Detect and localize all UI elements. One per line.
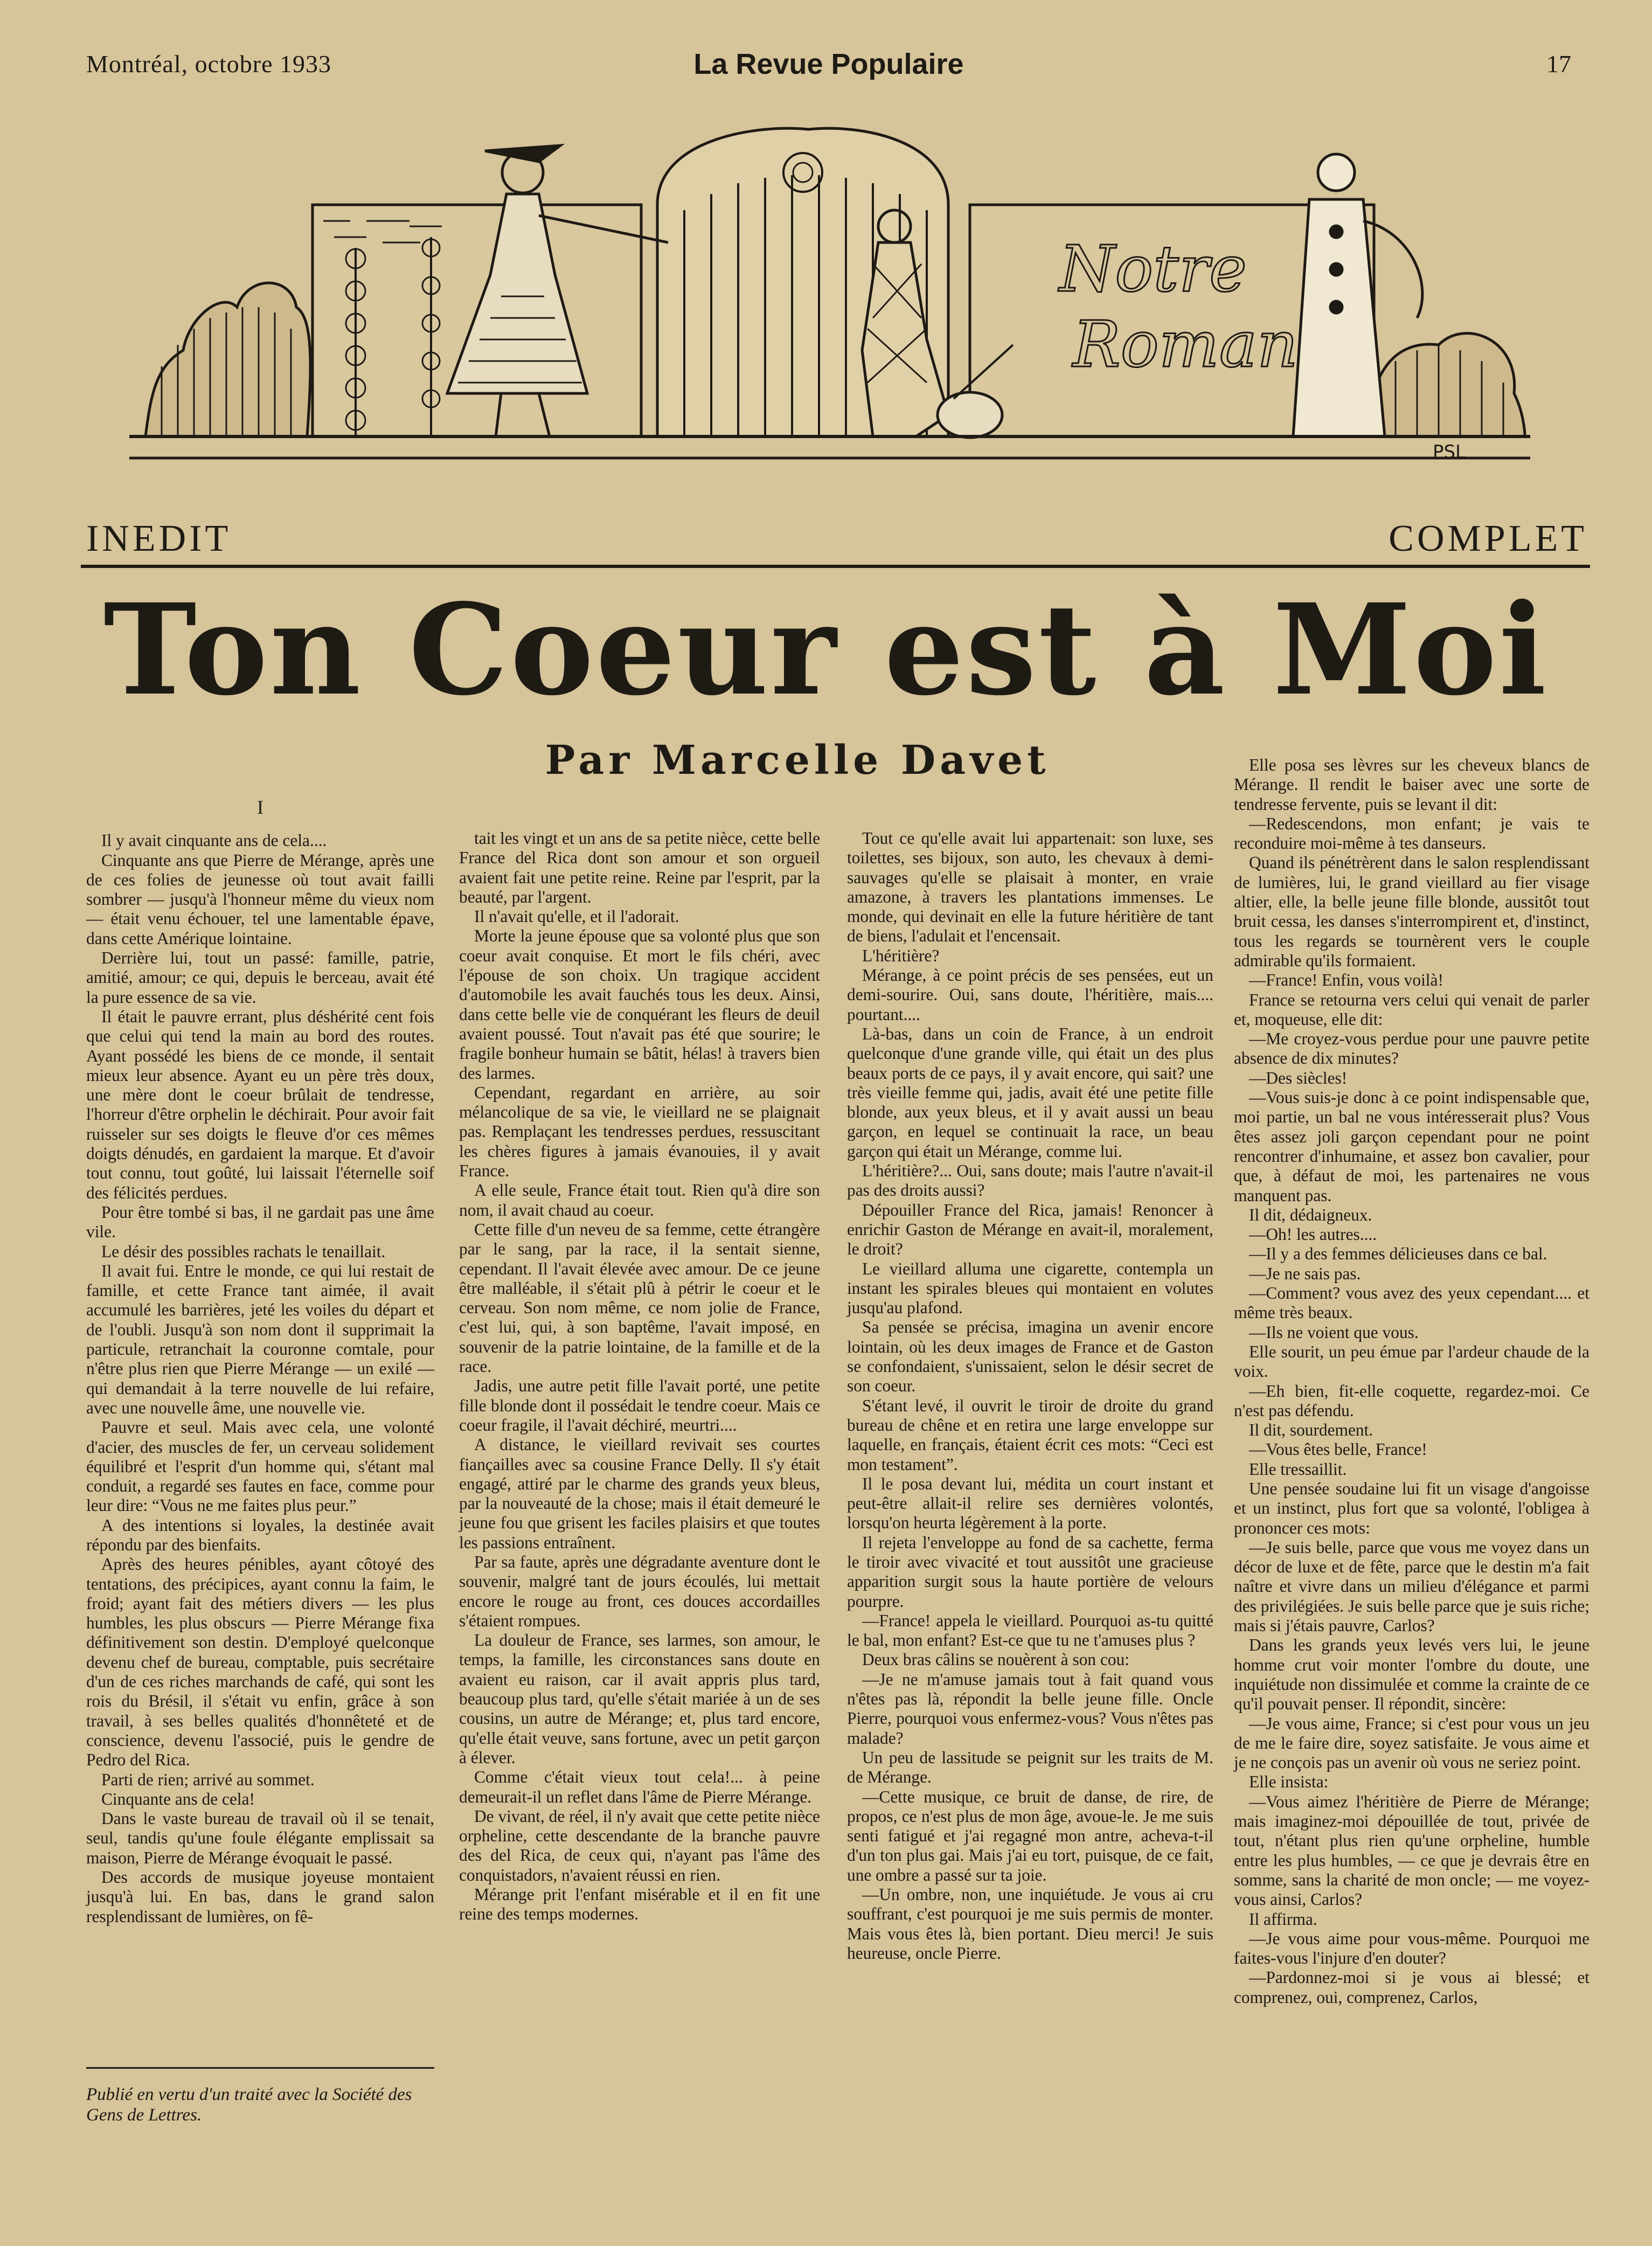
paragraph: —Il y a des femmes délicieuses dans ce bal.	[1249, 1244, 1547, 1264]
paragraph: —Un ombre, non, une inquiétude. Je vous ai cru souffrant, c'est pourquoi je me suis permis de monter. Mais vous êtes là, bien portant. Dieu merci! Je suis heureuse, oncle Pierre.	[847, 1885, 1213, 1963]
paragraph: Dans les grands yeux levés vers lui, le jeune homme crut voir monter l'ombre du doute, une inquiétude non dissimulée et comme la crainte de ce qu'il pouvait penser. Il répondit, sincère:	[1234, 1635, 1589, 1714]
paragraph: Elle insista:	[1249, 1772, 1329, 1792]
paragraph: —Je ne m'amuse jamais tout à fait quand vous n'êtes pas là, répondit la belle jeune fille. Oncle Pierre, pourquoi vous enfermez-vous? Vous n'êtes pas malade?	[847, 1669, 1213, 1748]
paragraph: Par sa faute, après une dégradante aventure dont le souvenir, malgré tant de jours écoulés, lui mettait encore le rouge au front, ces douces accordailles s'étaient rompues.	[459, 1552, 820, 1630]
paragraph: France se retourna vers celui qui venait de parler et, moqueuse, elle dit:	[1234, 990, 1589, 1029]
paragraph: Des accords de musique joyeuse montaient jusqu'à lui. En bas, dans le grand salon resplendissant de lumières, on fê-	[86, 1868, 434, 1926]
paragraph: —France! Enfin, vous voilà!	[1249, 971, 1443, 990]
paragraph: Derrière lui, tout un passé: famille, patrie, amitié, amour; ce qui, depuis le berceau, avait été la pure essence de sa vie.	[86, 948, 434, 1007]
paragraph: Mérange prit l'enfant misérable et il en fit une reine des temps modernes.	[459, 1885, 820, 1924]
paragraph: Là-bas, dans un coin de France, à un endroit quelconque d'une grande ville, qui était un des plus beaux ports de ce pays, il y avait encore, qui sait? une très vieille femme qui, jadis, avait été une petite fille blonde, aux yeux bleus, et il y avait aussi un beau garçon, en lequel se continuait la race, un beau garçon qui était un Mérange, comme lui.	[847, 1024, 1213, 1161]
paragraph: —Ils ne voient que vous.	[1249, 1322, 1419, 1342]
paragraph: Pour être tombé si bas, il ne gardait pas une âme vile.	[86, 1202, 434, 1242]
paragraph: Il affirma.	[1249, 1909, 1317, 1929]
chapter-number: I	[257, 796, 263, 818]
paragraph: Cette fille d'un neveu de sa femme, cette étrangère par le sang, par la race, il la sentait sienne, cependant. Il l'avait élevée avec amour. De ce jeune être malléable, il s'était plû à pétrir le coeur et le cerveau. Son nom même, ce nom jolie de France, c'est lui, qui, à son baptême, l'avait imposé, en souvenir de la patrie lointaine, de la famille et de la race.	[459, 1219, 820, 1376]
dateline: Montréal, octobre 1933	[86, 50, 332, 78]
paragraph: Elle tressaillit.	[1249, 1459, 1347, 1479]
paragraph: Il le posa devant lui, médita un court instant et peut-être allait-il relire ses dernières volontés, lorsqu'on heurta légèrement à la porte.	[847, 1474, 1213, 1533]
paragraph: Cependant, regardant en arrière, au soir mélancolique de sa vie, le vieillard ne se plaignait pas. Remplaçant les tendresses perdues, ressuscitant les chères figures à jamais évanouies, il y avait France.	[459, 1083, 820, 1181]
byline: Par Marcelle Davet	[545, 737, 1050, 784]
paragraph: —Vous êtes belle, France!	[1249, 1440, 1427, 1459]
paragraph: Quand ils pénétrèrent dans le salon resplendissant de lumières, lui, le grand vieillard au fier visage altier, elle, la belle jeune fille blonde, aussitôt tout bruit cessa, les danses s'interrompirent et, d'instinct, tous les regards se tournèrent vers le couple admirable qu'ils formaient.	[1234, 853, 1589, 970]
svg-text:Roman: Roman	[1072, 307, 1299, 382]
paragraph: La douleur de France, ses larmes, son amour, le temps, la famille, les circonstances sans doute en avaient eu raison, car il avait appris plus tard, beaucoup plus tard, qu'elle s'était mariée à un de ses cousins, un autre de Mérange; et, plus tard encore, qu'elle était veuve, sans fortune, avec un petit garçon à élever.	[459, 1631, 820, 1767]
paragraph: Le vieillard alluma une cigarette, contempla un instant les spirales bleues qui montaient en volutes jusqu'au plafond.	[847, 1259, 1213, 1318]
paragraph: Elle sourit, un peu émue par l'ardeur chaude de la voix.	[1234, 1342, 1589, 1381]
paragraph: Une pensée soudaine lui fit un visage d'angoisse et un instinct, plus fort que sa volonté, l'obligea à prononcer ces mots:	[1234, 1479, 1589, 1537]
page-number: 17	[1546, 50, 1571, 78]
paragraph: tait les vingt et un ans de sa petite nièce, cette belle France del Rica dont son amour et son orgueil avaient fait une petite reine. Reine par l'esprit, par la beauté, par l'argent.	[459, 829, 820, 906]
paragraph: Cinquante ans de cela!	[101, 1789, 255, 1808]
paragraph: —Je vous aime, France; si c'est pour vous un jeu de me le faire dire, soyez satisfaite. Je vous aime et je ne conçois pas un avenir où vous ne seriez point.	[1234, 1714, 1589, 1772]
paragraph: —Eh bien, fit-elle coquette, regardez-moi. Ce n'est pas défendu.	[1234, 1381, 1589, 1420]
story-title: Ton Coeur est à Moi	[103, 576, 1549, 723]
paragraph: —Je suis belle, parce que vous me voyez dans un décor de luxe et de fête, parce que le destin m'a fait naître et vivre dans un milieu d'élégance et parmi des privilégiées. Je suis belle parce que je suis riche; mais si j'étais pauvre, Carlos?	[1234, 1537, 1589, 1635]
paragraph: Dans le vaste bureau de travail où il se tenait, seul, tandis qu'une foule élégante emplissait sa maison, Pierre de Mérange évoquait le passé.	[86, 1809, 434, 1867]
text-column-1	[86, 788, 434, 1926]
paragraph: S'étant levé, il ouvrit le tiroir de droite du grand bureau de chêne et en retira une large enveloppe sur laquelle, en français, étaient écrit ces mots: “Ceci est mon testament”.	[847, 1396, 1213, 1474]
text-column-4	[1234, 755, 1589, 2007]
kicker-inedit: INEDIT	[86, 518, 232, 559]
paragraph: Elle posa ses lèvres sur les cheveux blancs de Mérange. Il rendit le baiser avec une sorte de tendresse fervente, puis se levant il dit:	[1234, 755, 1589, 814]
paragraph: Cinquante ans que Pierre de Mérange, après une de ces folies de jeunesse où tout avait failli sombrer — jusqu'à l'honneur même du vieux nom — était venu échouer, tel une lamentable épave, dans cette Amérique lointaine.	[86, 850, 434, 948]
svg-text:PSL: PSL	[1432, 441, 1466, 463]
paragraph: Il dit, dédaigneux.	[1249, 1205, 1372, 1224]
paragraph: —Cette musique, ce bruit de danse, de rire, de propos, ce n'est plus de mon âge, avoue-le. Je me suis senti fatigué et j'ai regagné mon antre, acheva-t-il d'un ton plus gai. Mais j'ai eu tort, puisque, de ce fait, une ombre a passé sur ta joie.	[847, 1787, 1213, 1884]
notre-roman-banner-illustration	[129, 113, 1530, 469]
paragraph: —Vous aimez l'héritière de Pierre de Mérange; mais imaginez-moi dépouillée de tout, privée de tout, n'étant plus rien qu'une orpheline, humble entre les plus humbles, — ce que je devrais être en somme, sans la charité de mon oncle; — me voyez-vous ainsi, Carlos?	[1234, 1792, 1589, 1909]
paragraph: Un peu de lassitude se peignit sur les traits de M. de Mérange.	[847, 1748, 1213, 1787]
paragraph: —Redescendons, mon enfant; je vais te reconduire moi-même à tes danseurs.	[1234, 814, 1589, 853]
paragraph: —France! appela le vieillard. Pourquoi as-tu quitté le bal, mon enfant? Est-ce que tu ne t'amuses plus ?	[847, 1611, 1213, 1650]
paragraph: Comme c'était vieux tout cela!... à peine demeurait-il un reflet dans l'âme de Pierre Mérange.	[459, 1767, 820, 1806]
paragraph: Il y avait cinquante ans de cela....	[101, 831, 327, 850]
paragraph: A distance, le vieillard revivait ses courtes fiançailles avec sa cousine France Delly. Il s'y était engagé, attiré par le charme des grands yeux bleus, par la nouveauté de la chose; mais il était demeuré le jeune fou que grisent les faciles plaisirs et que toutes les passions entraînent.	[459, 1435, 820, 1552]
footnote-rule	[86, 2067, 434, 2069]
paragraph: Il était le pauvre errant, plus déshérité cent fois que celui qui tend la main au bord des routes. Ayant possédé les biens de ce monde, il sentait mieux leur absence. Ayant eu un père très doux, une mère dont le coeur brûlait de tendresse, l'horreur d'être orphelin le déchirait. Pour avoir fait ruisseler sur ses doigts le fleuve d'or ces mêmes doigts dénudés, en gardaient la marque. Et d'avoir tout connu, tout goûté, lui laissait l'éternelle soif des félicités perdues.	[86, 1007, 434, 1202]
paragraph: —Vous suis-je donc à ce point indispensable que, moi partie, un bal ne vous intéresserait plus? Vous êtes assez joli garçon cependant pour ne point rencontrer d'inhumaine, et assez bon cavalier, pour que, à défaut de moi, les partenaires ne vous manquent pas.	[1234, 1088, 1589, 1205]
paragraph: Mérange, à ce point précis de ses pensées, eut un demi-sourire. Oui, sans doute, l'héritière, mais.... pourtant....	[847, 966, 1213, 1024]
paragraph: Parti de rien; arrivé au sommet.	[101, 1770, 315, 1789]
svg-text:Notre: Notre	[1059, 232, 1247, 306]
paragraph: —Pardonnez-moi si je vous ai blessé; et comprenez, oui, comprenez, Carlos,	[1234, 1968, 1589, 2007]
paragraph: Tout ce qu'elle avait lui appartenait: son luxe, ses toilettes, ses bijoux, son auto, les chevaux à demi-sauvages qu'elle se plaisait à monter, en vraie amazone, à travers les plantations immenses. Le monde, qui devinait en elle la future héritière de tant de biens, l'adulait et l'encensait.	[847, 829, 1213, 946]
paragraph: L'héritière?... Oui, sans doute; mais l'autre n'avait-il pas des droits aussi?	[847, 1161, 1213, 1200]
paragraph: Morte la jeune épouse que sa volonté plus que son coeur avait conquise. Et mort le fils chéri, avec l'épouse de son choix. Un tragique accident d'automobile les avait fauchés tous les deux. Ainsi, dans cette belle vie de conquérant les fleurs de deuil avaient poussé. Tout n'avait pas été que sourire; le fragile bonheur humain se bâtit, hélas! à travers bien des larmes.	[459, 926, 820, 1083]
paragraph: Le désir des possibles rachats le tenaillait.	[101, 1242, 386, 1261]
text-column-3	[847, 829, 1213, 1963]
text-column-2	[459, 829, 820, 1924]
paragraph: Sa pensée se précisa, imagina un avenir encore lointain, où les deux images de France et de Gaston se confondaient, s'unissaient, selon le désir secret de son coeur.	[847, 1318, 1213, 1396]
running-head	[86, 50, 1571, 93]
paragraph: Il n'avait qu'elle, et il l'adorait.	[474, 907, 679, 926]
paragraph: —Oh! les autres....	[1249, 1225, 1377, 1244]
paragraph: A des intentions si loyales, la destinée avait répondu par des bienfaits.	[86, 1515, 434, 1554]
paragraph: Après des heures pénibles, ayant côtoyé des tentations, des précipices, ayant connu la faim, le froid; ayant fait des métiers divers — les plus humbles, les plus obscurs — Pierre Mérange fixa définitivement son destin. D'employé quelconque devenu chef de bureau, comptable, puis secrétaire d'un de ces riches marchands de café, qui sont les rois du Brésil, il s'était vu enfin, grâce à son travail, à ses belles qualités d'honnêteté et de conscience, devenu l'associé, puis le gendre de Pedro del Rica.	[86, 1555, 434, 1770]
kicker-complet: COMPLET	[1389, 518, 1587, 559]
paragraph: Il dit, sourdement.	[1249, 1420, 1373, 1440]
paragraph: De vivant, de réel, il n'y avait que cette petite nièce orpheline, cette descendante de la branche pauvre des del Rica, de ceux qui, n'ayant pas l'âme des conquistadors, n'avaient réussi en rien.	[459, 1806, 820, 1884]
footnote: Publié en vertu d'un traité avec la Société des Gens de Lettres.	[86, 2085, 412, 2125]
paragraph: —Me croyez-vous perdue pour une pauvre petite absence de dix minutes?	[1234, 1029, 1589, 1068]
paragraph: L'héritière?	[862, 946, 940, 965]
paragraph: —Comment? vous avez des yeux cependant.... et même très beaux.	[1234, 1284, 1589, 1322]
paragraph: Il avait fui. Entre le monde, ce qui lui restait de famille, et cette France tant aimée, il avait accumulé les barrières, jeté les voiles du départ et de l'oubli. Jusqu'à son nom dont il supprimait la particule, retranchait la couronne comtale, pour n'être plus rien que Pierre Mérange — un exilé — qui demandait à la terre nouvelle de lui refaire, avec une nouvelle âme, une nouvelle vie.	[86, 1261, 434, 1417]
paragraph: Deux bras câlins se nouèrent à son cou:	[862, 1650, 1129, 1669]
paragraph: —Je ne sais pas.	[1249, 1264, 1361, 1283]
header-rule	[81, 565, 1590, 568]
paragraph: Il rejeta l'enveloppe au fond de sa cachette, ferma le tiroir avec vivacité et tout aussitôt une gracieuse apparition surgit sous la haute portière de velours pourpre.	[847, 1533, 1213, 1611]
magazine-name: La Revue Populaire	[693, 48, 964, 80]
paragraph: Pauvre et seul. Mais avec cela, une volonté d'acier, des muscles de fer, un cerveau solidement équilibré et l'esprit d'un homme qui, s'étant mal conduit, a regardé ses fautes en face, comme pour leur dire: “Vous ne me faites plus peur.”	[86, 1418, 434, 1515]
paragraph: Dépouiller France del Rica, jamais! Renoncer à enrichir Gaston de Mérange en avait-il, moralement, le droit?	[847, 1200, 1213, 1259]
paragraph: A elle seule, France était tout. Rien qu'à dire son nom, il avait chaud au coeur.	[459, 1181, 820, 1219]
paragraph: —Je vous aime pour vous-même. Pourquoi me faites-vous l'injure d'en douter?	[1234, 1929, 1589, 1968]
paragraph: Jadis, une autre petit fille l'avait porté, une petite fille blonde dont il possédait le tendre coeur. Mais ce coeur fragile, il l'avait déchiré, meurtri....	[459, 1376, 820, 1434]
paragraph: —Des siècles!	[1249, 1068, 1348, 1087]
